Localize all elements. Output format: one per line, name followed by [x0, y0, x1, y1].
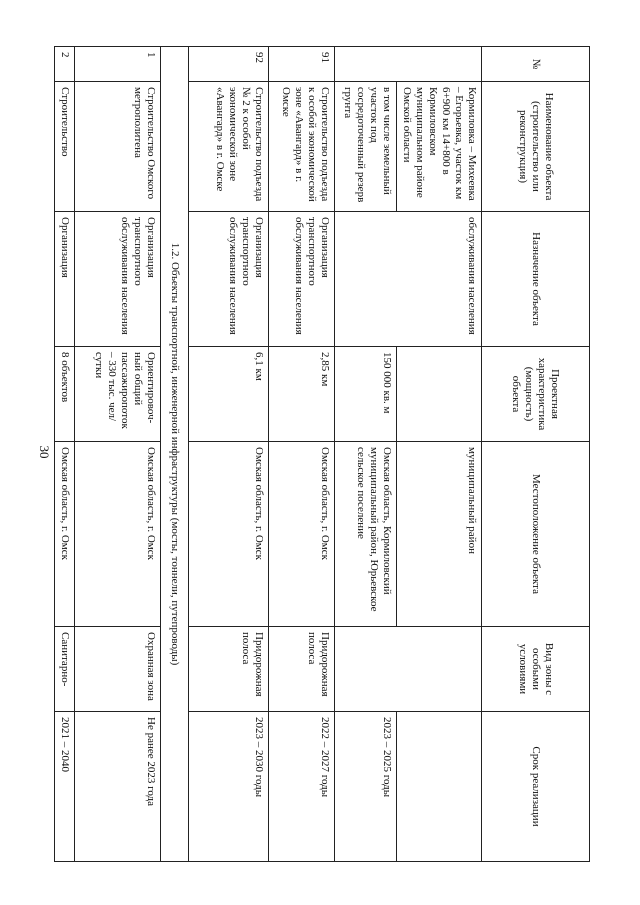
cell-purpose: Организация транспортного обслуживания населения — [189, 212, 269, 347]
cell-term — [397, 712, 482, 862]
table-row — [269, 47, 335, 862]
table-row — [335, 47, 397, 862]
cell-zone: Придорожная полоса — [269, 627, 335, 712]
cell-num: 1 — [75, 47, 161, 82]
header-purpose: Назначение объекта — [482, 212, 590, 347]
cell-zone — [335, 627, 482, 712]
cell-num — [335, 47, 482, 82]
header-zone: Вид зоны с особыми условиями — [482, 627, 590, 712]
cell-location: Омская область, г. Омск — [75, 442, 161, 627]
section-title: 1.2. Объекты транспортной, инженерной инфраструктуры (мосты, тоннели, путепроводы) — [161, 47, 189, 862]
cell-capacity: 8 объектов — [55, 347, 75, 442]
cell-name: Строительство — [55, 82, 75, 212]
table-row — [55, 47, 75, 862]
cell-name: в том числе земельный участок под сосредоточенный резерв грунта — [335, 82, 397, 212]
header-location: Местоположение объекта — [482, 442, 590, 627]
cell-location: Омская область, г. Омск — [189, 442, 269, 627]
cell-term: Не ранее 2023 года — [75, 712, 161, 862]
cell-purpose: Организация транспортного обслуживания населения — [75, 212, 161, 347]
cell-name: Строительство подъезда к особой экономической зоне «Авангард» в г. Омске — [269, 82, 335, 212]
cell-purpose: обслуживания населения — [335, 212, 482, 347]
cell-term: 2021 – 2040 — [55, 712, 75, 862]
cell-num: 2 — [55, 47, 75, 82]
header-num: № — [482, 47, 590, 82]
cell-capacity: 6,1 км — [189, 347, 269, 442]
cell-term: 2023 – 2030 годы — [189, 712, 269, 862]
cell-name: Кормиловка – Михеевка – Егорьевка, участок км 6+900 км 14+800 в Кормиловском муниципальном районе Омской области — [397, 82, 482, 212]
cell-name: Строительство Омского метрополитена — [75, 82, 161, 212]
cell-num: 91 — [269, 47, 335, 82]
table-row — [397, 47, 482, 862]
cell-purpose: Организация транспортного обслуживания населения — [269, 212, 335, 347]
cell-location: Омская область, Кормиловский муниципальный район, Юрьевское сельское поселение — [335, 442, 397, 627]
rotated-page-content — [59, 46, 590, 861]
cell-capacity: Ориентировоч-ный общий пассажиропоток – 330 тыс. чел/сутки — [75, 347, 161, 442]
cell-location: Омская область, г. Омск — [55, 442, 75, 627]
table-row — [75, 47, 161, 862]
cell-capacity — [397, 347, 482, 442]
cell-capacity: 150 000 кв. м — [335, 347, 397, 442]
header-capacity: Проектная характеристика (мощность) объекта — [482, 347, 590, 442]
header-name: Наименование объекта (строительство или реконструкция) — [482, 82, 590, 212]
cell-capacity: 2,85 км — [269, 347, 335, 442]
cell-location: Омская область, г. Омск — [269, 442, 335, 627]
cell-num: 92 — [189, 47, 269, 82]
page-number: 30 — [37, 445, 52, 459]
table-container — [59, 46, 590, 861]
table-row — [189, 47, 269, 862]
cell-purpose: Организация — [55, 212, 75, 347]
cell-zone: Санитарно- — [55, 627, 75, 712]
infrastructure-table — [54, 46, 590, 862]
cell-term: 2022 – 2027 годы — [269, 712, 335, 862]
cell-term: 2023 – 2025 годы — [335, 712, 397, 862]
cell-zone: Придорожная полоса — [189, 627, 269, 712]
section-row — [161, 47, 189, 862]
cell-name: Строительство подъезда № 2 к особой экономической зоне «Авангард» в г. Омске — [189, 82, 269, 212]
table-header-row — [482, 47, 590, 862]
cell-zone: Охранная зона — [75, 627, 161, 712]
cell-location: муниципальный район — [397, 442, 482, 627]
header-term: Срок реализации — [482, 712, 590, 862]
